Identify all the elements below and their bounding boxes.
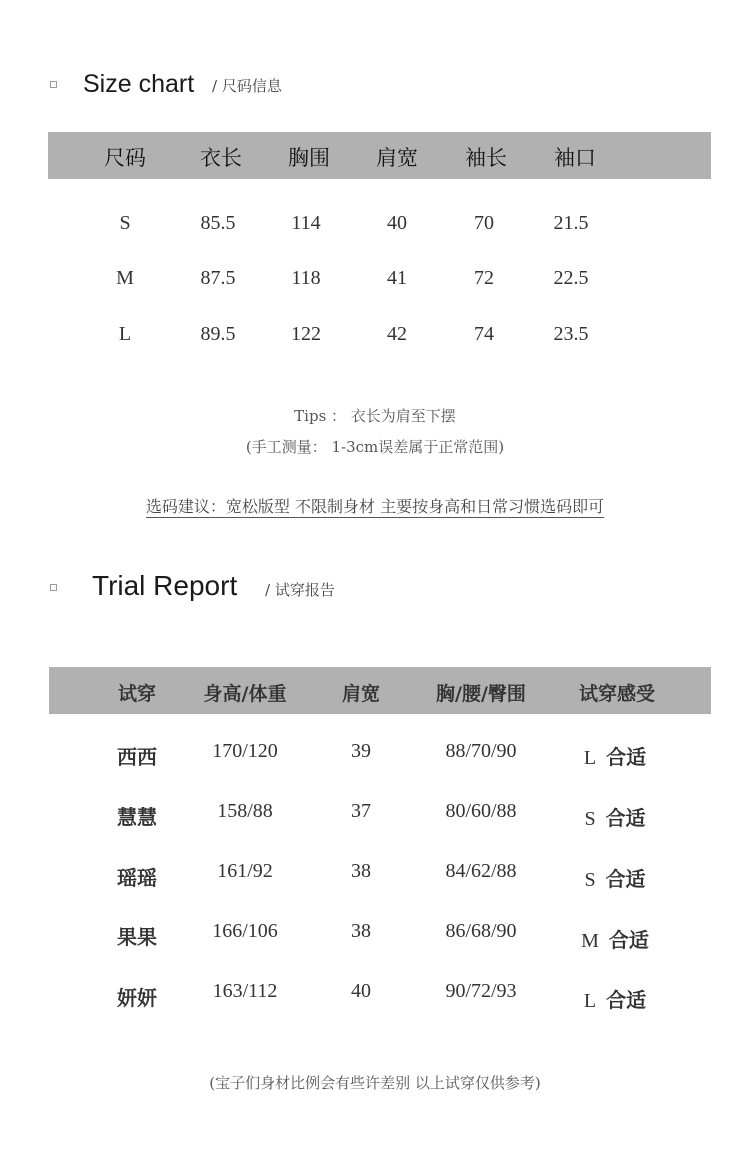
size-cell: S: [119, 212, 131, 234]
size-cell: 42: [387, 323, 407, 345]
size-cell: 89.5: [200, 323, 236, 345]
size-cell: 23.5: [553, 323, 589, 345]
tester-fit: [584, 863, 645, 892]
header-shoulder: 肩宽: [341, 683, 381, 705]
size-cell: M: [116, 267, 134, 289]
tester-size: S: [584, 869, 596, 891]
tester-bwh: 86/68/90: [445, 920, 517, 942]
tester-size: L: [583, 747, 597, 769]
size-cell: 21.5: [553, 212, 589, 234]
tester-fit: [584, 802, 645, 831]
tester-size: M: [581, 930, 599, 952]
tester-height-weight: 161/92: [217, 860, 273, 882]
header-size: 尺码: [104, 146, 146, 170]
tester-bwh: 88/70/90: [445, 740, 517, 762]
tester-shoulder: 39: [351, 740, 371, 762]
trial-report-subtitle: / 试穿报告: [265, 581, 335, 599]
section-bullet-icon: [50, 584, 57, 591]
tester-feel: 合适: [605, 867, 646, 891]
size-cell: 40: [387, 212, 407, 234]
tester-height-weight: 166/106: [212, 920, 278, 942]
section-bullet-icon: [50, 81, 57, 88]
size-cell: 122: [291, 323, 321, 345]
header-sleeve: 袖长: [465, 146, 507, 170]
size-cell: 41: [387, 267, 407, 289]
size-chart-title: Size chart: [83, 70, 195, 98]
tester-fit: [584, 984, 646, 1013]
header-chest: 胸围: [288, 146, 330, 170]
tester-height-weight: 158/88: [217, 800, 273, 822]
tester-bwh: 80/60/88: [445, 800, 517, 822]
tester-fit: [581, 924, 649, 953]
tester-size: L: [583, 990, 597, 1012]
size-advice-text: 选码建议：宽松版型 不限制身材 主要按身高和日常习惯选码即可: [145, 497, 605, 516]
header-cuff: 袖口: [554, 146, 596, 170]
tester-shoulder: 37: [351, 800, 371, 822]
tester-shoulder: 38: [351, 920, 371, 942]
trial-report-title: Trial Report: [92, 570, 238, 601]
size-advice: [0, 494, 750, 517]
tester-feel: 合适: [606, 745, 647, 769]
header-feel: 试穿感受: [578, 683, 656, 705]
size-cell: 74: [474, 323, 494, 345]
tester-height-weight: 170/120: [212, 740, 278, 762]
size-cell: 87.5: [200, 267, 236, 289]
tester-fit: [584, 741, 646, 770]
tester-name: 慧慧: [117, 805, 157, 829]
size-cell: 85.5: [200, 212, 236, 234]
size-cell: 22.5: [553, 267, 589, 289]
tester-name: 果果: [117, 925, 157, 949]
size-cell: 70: [474, 212, 494, 234]
tester-feel: 合适: [608, 928, 649, 952]
size-cell: 118: [291, 267, 321, 289]
size-chart-subtitle: / 尺码信息: [212, 77, 282, 95]
footer-note: (宝子们身材比例会有些许差别 以上试穿仅供参考): [209, 1074, 541, 1092]
tester-size: S: [584, 808, 596, 830]
tester-feel: 合适: [605, 806, 646, 830]
measure-note: (手工测量： 1-3cm误差属于正常范围): [245, 438, 505, 456]
size-cell: L: [118, 323, 132, 345]
tester-shoulder: 40: [351, 980, 371, 1002]
tester-bwh: 84/62/88: [445, 860, 517, 882]
size-cell: 114: [291, 212, 321, 234]
tester-bwh: 90/72/93: [445, 980, 517, 1002]
tester-name: 西西: [117, 745, 157, 769]
tips-line: Tips ： 衣长为肩至下摆: [294, 407, 456, 425]
tester-name: 瑶瑶: [117, 866, 157, 890]
header-shoulder: 肩宽: [376, 146, 418, 170]
tester-feel: 合适: [606, 988, 647, 1012]
header-bwh: 胸/腰/臀围: [436, 683, 526, 705]
tester-height-weight: 163/112: [212, 980, 278, 1002]
header-length: 衣长: [200, 146, 242, 170]
header-tester: 试穿: [117, 683, 157, 705]
header-height-weight: 身高/体重: [203, 683, 287, 705]
tester-name: 妍妍: [117, 986, 157, 1010]
tester-shoulder: 38: [351, 860, 371, 882]
size-cell: 72: [474, 267, 494, 289]
